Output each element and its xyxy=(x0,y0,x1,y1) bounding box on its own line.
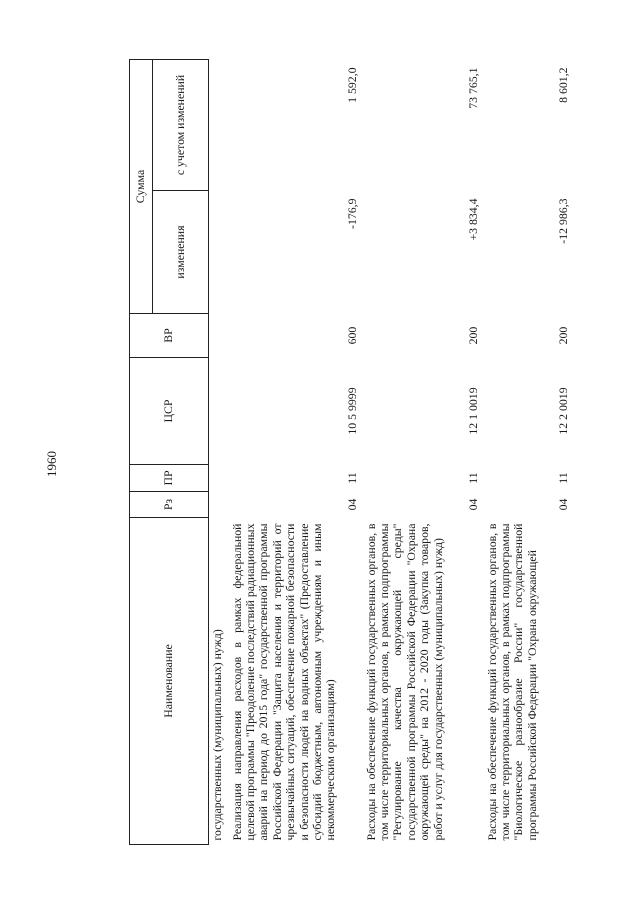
row-change: -176,9 xyxy=(345,198,360,229)
row-rz: 04 xyxy=(466,498,481,511)
rotated-page xyxy=(129,60,573,845)
row-csr: 12 1 0019 xyxy=(466,387,481,435)
row-pr: 11 xyxy=(345,472,360,484)
budget-table xyxy=(129,59,574,845)
table-row xyxy=(484,60,574,845)
row-name: Расходы на обеспечение функций государственных органов, в том числе территориальных органов, в рамках подпрограммы "Регулирование качества окружающей среды" государственной программы Российской Федерации "Охрана окружающей среды" на 2012 - 2020 годы (Закупка товаров, работ и услуг для государственных (муниципальных) нужд) xyxy=(363,523,445,841)
row-pr: 11 xyxy=(466,472,481,484)
row-csr: 10 5 9999 xyxy=(345,387,360,435)
row-change: +3 834,4 xyxy=(466,198,481,241)
header-name: Наименование xyxy=(130,518,209,845)
row-pr: 11 xyxy=(556,472,571,484)
row-total: 73 765,1 xyxy=(466,67,481,109)
row-change: -12 986,3 xyxy=(556,198,571,244)
row-rz: 04 xyxy=(345,498,360,511)
row-vr: 600 xyxy=(345,326,360,345)
row-vr: 200 xyxy=(466,326,481,345)
header-change: изменения xyxy=(153,191,209,314)
lead-text: государственных (муниципальных) нужд) xyxy=(210,629,225,841)
row-total: 8 601,2 xyxy=(556,67,571,103)
row-csr: 12 2 0019 xyxy=(556,387,571,435)
header-sum: Сумма xyxy=(130,60,153,314)
row-name: Реализация направления расходов в рамках федеральной целевой программы "Преодоление последствий радиационных аварий на период до 2015 года" государственной программы Российской Федерации "Защита населения и территорий от чрезвычайных ситуаций, обеспечение пожарной безопасности и безопасности людей на водных объектах" (Предоставление субсидий бюджетным, автономным учреждениям и иным некоммерческим организациям) xyxy=(229,523,338,841)
header-pr: ПР xyxy=(130,465,209,492)
table-row-lead xyxy=(209,60,229,845)
table-row xyxy=(363,60,484,845)
row-rz: 04 xyxy=(556,498,571,511)
header-vr: ВР xyxy=(130,314,209,358)
page-number: 1960 xyxy=(44,451,59,477)
row-name: Расходы на обеспечение функций государственных органов, в том числе территориальных органов, в рамках подпрограммы "Биологическое разнообразие России" государственной программы Российской Федерации "Охрана окружающей xyxy=(484,523,539,841)
row-vr: 200 xyxy=(556,326,571,345)
header-with-change: с учетом изменений xyxy=(153,60,209,191)
row-total: 1 592,0 xyxy=(345,67,360,103)
header-csr: ЦСР xyxy=(130,358,209,465)
table-row xyxy=(229,60,363,845)
header-rz: Рз xyxy=(130,492,209,518)
